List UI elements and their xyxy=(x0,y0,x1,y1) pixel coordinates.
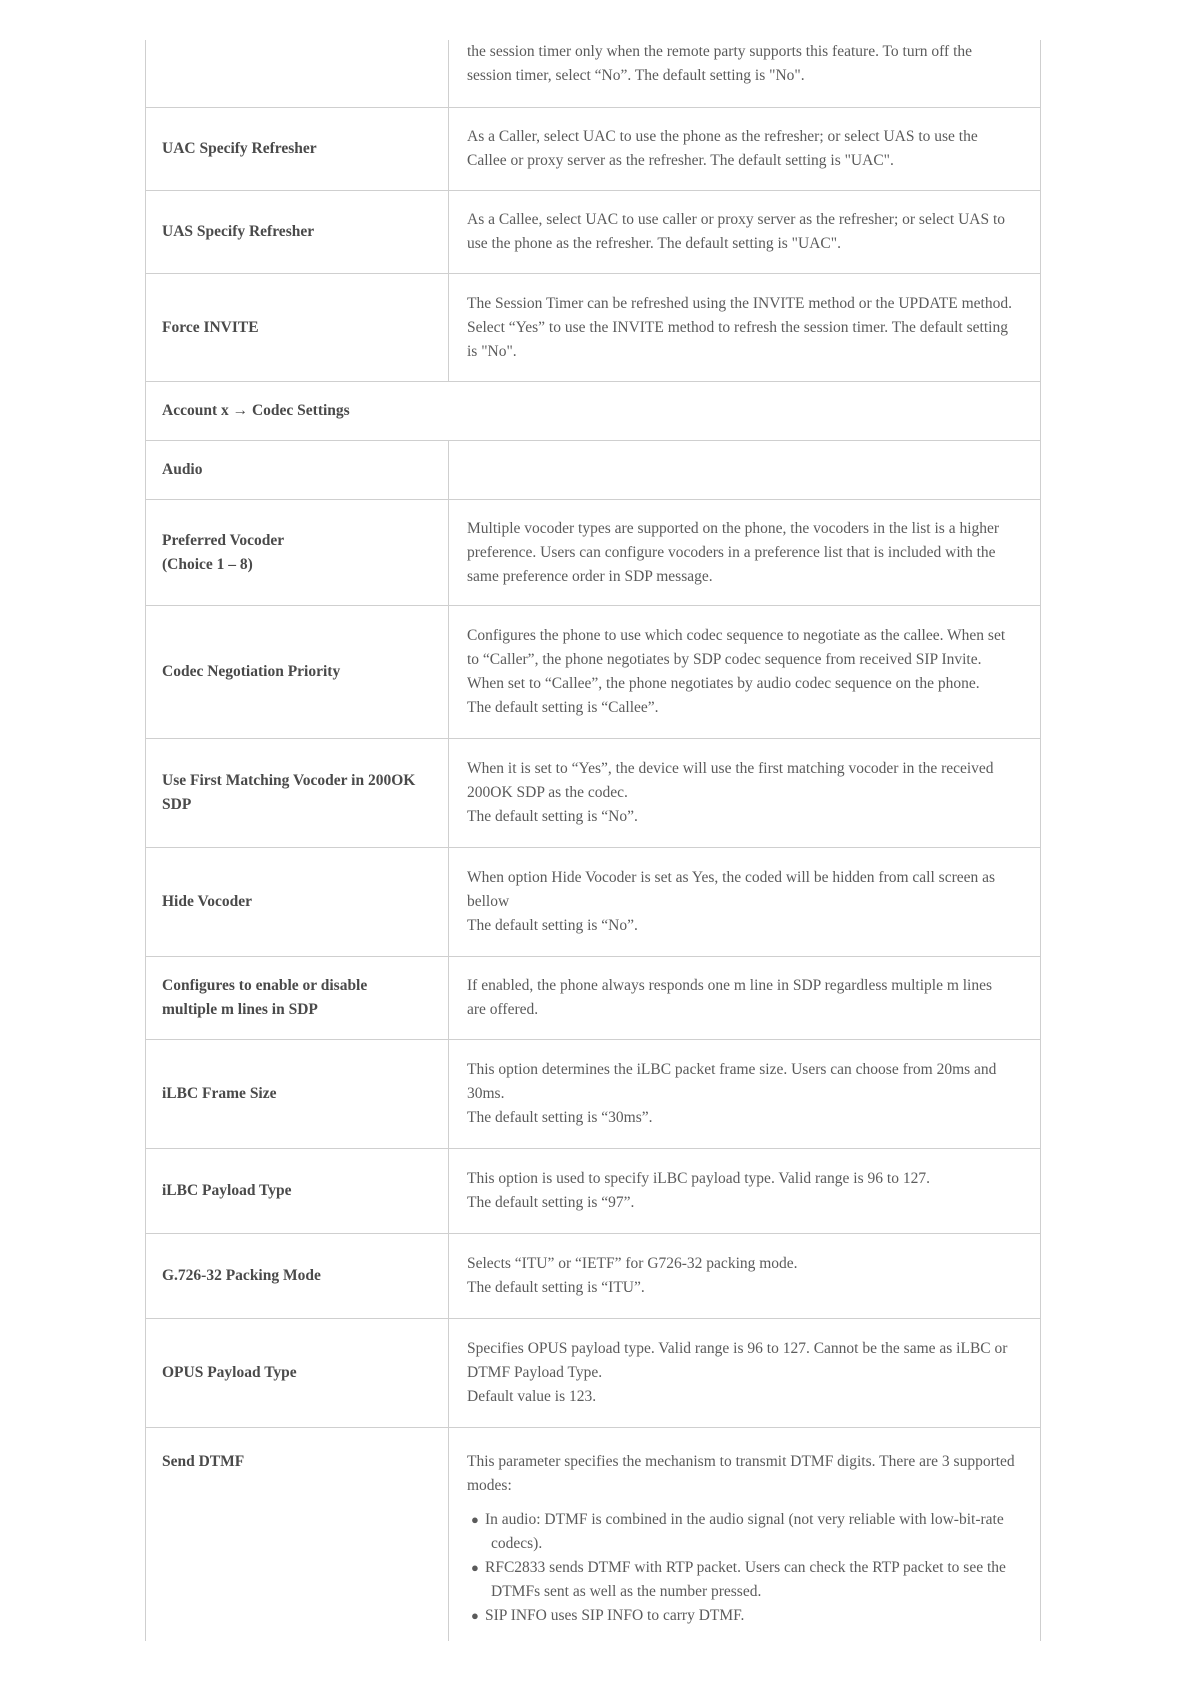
parameter-name: UAC Specify Refresher xyxy=(162,140,317,157)
parameter-cell xyxy=(146,40,449,107)
parameter-cell xyxy=(146,606,449,738)
description-line: When it is set to “Yes”, the device will use the first matching vocoder in the received xyxy=(467,760,994,777)
description-line: If enabled, the phone always responds one m line in SDP regardless multiple m lines xyxy=(467,977,993,994)
parameter-name: G.726-32 Packing Mode xyxy=(162,1267,321,1284)
description-line: are offered. xyxy=(467,1001,539,1018)
list-item xyxy=(471,1508,1006,1556)
parameter-name: iLBC Payload Type xyxy=(162,1182,292,1199)
description-line: The default setting is “ITU”. xyxy=(467,1279,645,1296)
description-line: use the phone as the refresher. The default setting is "UAC". xyxy=(467,235,841,252)
parameter-name: multiple m lines in SDP xyxy=(162,1001,318,1018)
parameter-cell xyxy=(146,500,449,605)
table-row xyxy=(146,957,1040,1040)
parameter-name: UAS Specify Refresher xyxy=(162,223,315,240)
parameter-name: Hide Vocoder xyxy=(162,893,252,910)
description-line: modes: xyxy=(467,1477,512,1494)
description-cell xyxy=(449,441,1040,499)
description-line: As a Callee, select UAC to use caller or proxy server as the refresher; or select UAS to xyxy=(467,211,1006,228)
table-row xyxy=(146,40,1040,108)
table-row xyxy=(146,1319,1040,1428)
description-cell xyxy=(449,606,1040,738)
section-cell xyxy=(146,382,1040,440)
description-line: The default setting is “No”. xyxy=(467,917,638,934)
parameter-cell xyxy=(146,441,449,499)
list-item xyxy=(471,1556,1006,1604)
description-line: 30ms. xyxy=(467,1085,505,1102)
description-cell xyxy=(449,957,1040,1039)
parameter-name: Audio xyxy=(162,461,203,478)
list-item-text: SIP INFO uses SIP INFO to carry DTMF. xyxy=(485,1607,745,1624)
settings-table xyxy=(145,40,1041,1641)
parameter-cell xyxy=(146,191,449,273)
parameter-cell xyxy=(146,739,449,847)
parameter-name: Preferred Vocoder xyxy=(162,531,285,549)
description-line: The default setting is “97”. xyxy=(467,1194,635,1211)
description-line: When set to “Callee”, the phone negotiates by audio codec sequence on the phone. xyxy=(467,675,980,692)
bullet-icon: ● xyxy=(471,1512,479,1527)
dtmf-mode-list xyxy=(467,1508,1006,1628)
description-cell xyxy=(449,1040,1040,1148)
bullet-icon: ● xyxy=(471,1608,479,1623)
description-line: 200OK SDP as the codec. xyxy=(467,784,628,801)
description-line: This parameter specifies the mechanism to transmit DTMF digits. There are 3 supported xyxy=(467,1453,1015,1470)
list-item-text: RFC2833 sends DTMF with RTP packet. Users can check the RTP packet to see the xyxy=(485,1559,1006,1576)
description-line: Specifies OPUS payload type. Valid range is 96 to 127. Cannot be the same as iLBC or xyxy=(467,1340,1008,1357)
description-line: is "No". xyxy=(467,342,517,360)
table-row xyxy=(146,274,1040,382)
table-row xyxy=(146,848,1040,957)
description-cell xyxy=(449,40,1040,107)
description-line: The default setting is “No”. xyxy=(467,808,638,825)
table-row xyxy=(146,1149,1040,1234)
list-item-text: In audio: DTMF is combined in the audio signal (not very reliable with low-bit-rate xyxy=(485,1511,1004,1528)
table-row xyxy=(146,441,1040,500)
parameter-cell xyxy=(146,1319,449,1427)
description-line: to “Caller”, the phone negotiates by SDP codec sequence from received SIP Invite. xyxy=(467,651,982,668)
section-title: Account x → Codec Settings xyxy=(162,402,350,419)
description-line: When option Hide Vocoder is set as Yes, the coded will be hidden from call screen as xyxy=(467,869,996,886)
description-line: As a Caller, select UAC to use the phone as the refresher; or select UAS to use the xyxy=(467,128,978,145)
description-line: This option determines the iLBC packet frame size. Users can choose from 20ms and xyxy=(467,1061,997,1078)
section-row xyxy=(146,382,1040,441)
description-line: preference. Users can configure vocoders in a preference list that is included with the xyxy=(467,543,996,561)
description-line: Callee or proxy server as the refresher. The default setting is "UAC". xyxy=(467,152,894,169)
description-line: The Session Timer can be refreshed using the INVITE method or the UPDATE method. xyxy=(467,294,1012,312)
description-cell xyxy=(449,848,1040,956)
parameter-cell xyxy=(146,957,449,1039)
description-line: same preference order in SDP message. xyxy=(467,567,713,585)
bullet-icon: ● xyxy=(471,1560,479,1575)
table-row xyxy=(146,739,1040,848)
description-line: Multiple vocoder types are supported on the phone, the vocoders in the list is a higher xyxy=(467,519,1000,537)
description-line: Selects “ITU” or “IETF” for G726-32 packing mode. xyxy=(467,1255,798,1272)
description-cell xyxy=(449,191,1040,273)
parameter-name: SDP xyxy=(162,796,192,813)
description-cell xyxy=(449,108,1040,190)
list-item-text: codecs). xyxy=(491,1535,543,1552)
table-row xyxy=(146,1040,1040,1149)
parameter-cell xyxy=(146,108,449,190)
parameter-cell xyxy=(146,274,449,381)
description-cell xyxy=(449,1234,1040,1318)
description-cell xyxy=(449,1149,1040,1233)
parameter-cell xyxy=(146,1149,449,1233)
parameter-cell xyxy=(146,1234,449,1318)
table-row xyxy=(146,1428,1040,1641)
parameter-name: Configures to enable or disable xyxy=(162,977,368,994)
table-row xyxy=(146,500,1040,606)
parameter-cell xyxy=(146,1040,449,1148)
table-row xyxy=(146,108,1040,191)
description-cell xyxy=(449,274,1040,381)
table-row xyxy=(146,1234,1040,1319)
parameter-name: Codec Negotiation Priority xyxy=(162,663,341,680)
parameter-cell xyxy=(146,1428,449,1641)
parameter-name: Force INVITE xyxy=(162,318,259,336)
description-line: DTMF Payload Type. xyxy=(467,1364,603,1381)
description-line: bellow xyxy=(467,893,510,910)
parameter-name: iLBC Frame Size xyxy=(162,1085,277,1102)
description-line: the session timer only when the remote party supports this feature. To turn off the xyxy=(467,43,972,60)
description-cell xyxy=(449,500,1040,605)
parameter-cell xyxy=(146,848,449,956)
description-line: The default setting is “30ms”. xyxy=(467,1109,653,1126)
description-cell xyxy=(449,739,1040,847)
list-item-text: DTMFs sent as well as the number pressed. xyxy=(491,1583,762,1600)
table-row xyxy=(146,191,1040,274)
description-line: Configures the phone to use which codec sequence to negotiate as the callee. When set xyxy=(467,627,1006,644)
description-cell xyxy=(449,1319,1040,1427)
parameter-name: OPUS Payload Type xyxy=(162,1364,297,1381)
parameter-name: (Choice 1 – 8) xyxy=(162,555,253,573)
parameter-name: Send DTMF xyxy=(162,1453,245,1470)
description-line: The default setting is “Callee”. xyxy=(467,699,659,716)
description-line: Select “Yes” to use the INVITE method to refresh the session timer. The default setting xyxy=(467,318,1008,336)
table-row xyxy=(146,606,1040,739)
description-line: Default value is 123. xyxy=(467,1388,597,1405)
description-line: This option is used to specify iLBC payload type. Valid range is 96 to 127. xyxy=(467,1170,930,1187)
parameter-name: Use First Matching Vocoder in 200OK xyxy=(162,772,416,789)
description-line: session timer, select “No”. The default setting is "No". xyxy=(467,67,805,84)
description-cell xyxy=(449,1428,1040,1641)
list-item xyxy=(471,1604,1006,1628)
